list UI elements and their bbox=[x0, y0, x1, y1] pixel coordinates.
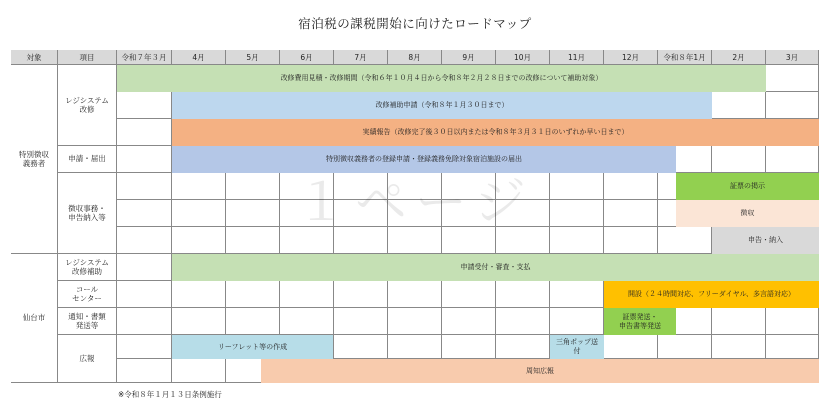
grid-cell bbox=[496, 227, 550, 254]
grid-cell bbox=[117, 308, 172, 335]
grid-cell bbox=[496, 335, 550, 359]
grid-cell bbox=[712, 308, 766, 335]
grid-cell bbox=[550, 227, 604, 254]
grid-cell bbox=[226, 173, 280, 200]
grid-cell bbox=[117, 173, 172, 200]
grid-cell bbox=[334, 335, 388, 359]
header-month-9: 12月 bbox=[604, 50, 658, 65]
header-month-2: 5月 bbox=[226, 50, 280, 65]
grid-cell bbox=[388, 335, 442, 359]
header-month-11: 2月 bbox=[712, 50, 766, 65]
bar-results-report: 実績報告（改修完了後３０日以内または令和８年３月３１日のいずれか早い日まで） bbox=[172, 119, 819, 146]
grid-cell bbox=[550, 173, 604, 200]
grid-cell bbox=[442, 200, 496, 227]
item-notice: 通知・書類 発送等 bbox=[58, 308, 117, 335]
header-month-10: 令和８年1月 bbox=[658, 50, 712, 65]
grid-cell bbox=[766, 335, 819, 359]
bar-triangle-pop: 三角ポップ送 付 bbox=[550, 335, 604, 359]
grid-cell bbox=[117, 254, 172, 281]
grid-cell bbox=[226, 200, 280, 227]
item-register: レジシステム 改修 bbox=[58, 65, 117, 146]
grid-cell bbox=[388, 200, 442, 227]
grid-cell bbox=[280, 200, 334, 227]
bar-subsidy-review: 申請受付・審査・支払 bbox=[172, 254, 819, 281]
grid-cell bbox=[604, 227, 658, 254]
grid-cell bbox=[604, 173, 658, 200]
bar-registration: 特別徴収義務者の登録申請・登録義務免除対象宿泊施設の届出 bbox=[172, 146, 676, 173]
header-month-7: 10月 bbox=[496, 50, 550, 65]
bar-declaration-payment: 申告・納入 bbox=[712, 227, 819, 254]
grid-cell bbox=[388, 308, 442, 335]
grid-cell bbox=[442, 227, 496, 254]
grid-cell bbox=[442, 335, 496, 359]
grid-cell bbox=[280, 281, 334, 308]
grid-cell bbox=[712, 92, 766, 119]
grid-cell bbox=[117, 359, 172, 383]
bar-certificate-display: 証票の掲示 bbox=[676, 173, 819, 200]
item-callcenter: コール センター bbox=[58, 281, 117, 308]
grid-cell bbox=[226, 308, 280, 335]
grid-cell bbox=[442, 308, 496, 335]
grid-cell bbox=[658, 335, 712, 359]
item-collect: 徴収事務・ 申告納入等 bbox=[58, 173, 117, 254]
grid-cell bbox=[117, 200, 172, 227]
header-month-8: 11月 bbox=[550, 50, 604, 65]
grid-cell bbox=[766, 146, 819, 173]
grid-cell bbox=[280, 227, 334, 254]
grid-cell bbox=[226, 281, 280, 308]
grid-cell bbox=[550, 281, 604, 308]
grid-cell bbox=[172, 200, 226, 227]
item-apply: 申請・届出 bbox=[58, 146, 117, 173]
grid-cell bbox=[712, 146, 766, 173]
bar-collection: 徴収 bbox=[676, 200, 819, 227]
grid-cell bbox=[442, 281, 496, 308]
grid-cell bbox=[496, 173, 550, 200]
header-month-12: 3月 bbox=[766, 50, 819, 65]
grid-cell bbox=[117, 146, 172, 173]
group-sendai: 仙台市 bbox=[11, 254, 58, 383]
group-tokubetsu: 特別徴収 義務者 bbox=[11, 65, 58, 254]
grid-cell bbox=[280, 173, 334, 200]
grid-cell bbox=[334, 200, 388, 227]
grid-cell bbox=[172, 308, 226, 335]
page-title: 宿泊税の課税開始に向けたロードマップ bbox=[298, 16, 532, 31]
bar-subsidy-application: 改修補助申請（令和８年１月３０日まで） bbox=[172, 92, 712, 119]
grid-cell bbox=[388, 281, 442, 308]
header-month-1: 4月 bbox=[172, 50, 226, 65]
grid-cell bbox=[766, 65, 819, 92]
item-register-subsidy: レジシステム 改修補助 bbox=[58, 254, 117, 281]
bar-leaflet: リーフレット等の作成 bbox=[172, 335, 333, 359]
grid-cell bbox=[172, 359, 226, 383]
item-pr: 広報 bbox=[58, 335, 117, 383]
grid-cell bbox=[388, 173, 442, 200]
grid-cell bbox=[550, 200, 604, 227]
footnote: ※令和８年１月１３日条例施行 bbox=[118, 390, 222, 399]
header-month-0: 令和７年３月 bbox=[117, 50, 172, 65]
header-month-6: 9月 bbox=[442, 50, 496, 65]
grid-cell bbox=[117, 119, 172, 146]
grid-cell bbox=[334, 173, 388, 200]
grid-cell bbox=[334, 281, 388, 308]
grid-cell bbox=[117, 227, 172, 254]
grid-cell bbox=[604, 200, 658, 227]
grid-cell bbox=[334, 308, 388, 335]
bar-callcenter-open: 開設（２４時間対応、フリーダイヤル、多言語対応） bbox=[604, 281, 819, 308]
grid-cell bbox=[117, 335, 172, 359]
grid-cell bbox=[766, 92, 819, 119]
grid-cell bbox=[334, 227, 388, 254]
grid-cell bbox=[172, 173, 226, 200]
grid-cell bbox=[388, 227, 442, 254]
grid-cell bbox=[604, 335, 658, 359]
grid-cell bbox=[766, 308, 819, 335]
grid-cell bbox=[442, 173, 496, 200]
grid-cell bbox=[712, 335, 766, 359]
grid-cell bbox=[658, 227, 712, 254]
header-month-5: 8月 bbox=[388, 50, 442, 65]
header-month-4: 7月 bbox=[334, 50, 388, 65]
bar-certificate-shipping: 証票発送・ 申告書等発送 bbox=[604, 308, 676, 335]
grid-cell bbox=[172, 227, 226, 254]
bar-publicity: 周知広報 bbox=[261, 359, 819, 383]
grid-cell bbox=[226, 227, 280, 254]
grid-cell bbox=[496, 308, 550, 335]
header-item: 項目 bbox=[58, 50, 117, 65]
grid-cell bbox=[117, 92, 172, 119]
grid-cell bbox=[117, 281, 172, 308]
bar-estimate-period: 改修費用見積・改修期間（令和６年１０月４日から令和８年２月２８日までの改修について補助対象） bbox=[117, 65, 766, 92]
grid-cell bbox=[496, 281, 550, 308]
grid-cell bbox=[550, 308, 604, 335]
grid-cell bbox=[172, 281, 226, 308]
grid-cell bbox=[280, 308, 334, 335]
header-month-3: 6月 bbox=[280, 50, 334, 65]
header-target: 対象 bbox=[11, 50, 58, 65]
grid-cell bbox=[496, 200, 550, 227]
